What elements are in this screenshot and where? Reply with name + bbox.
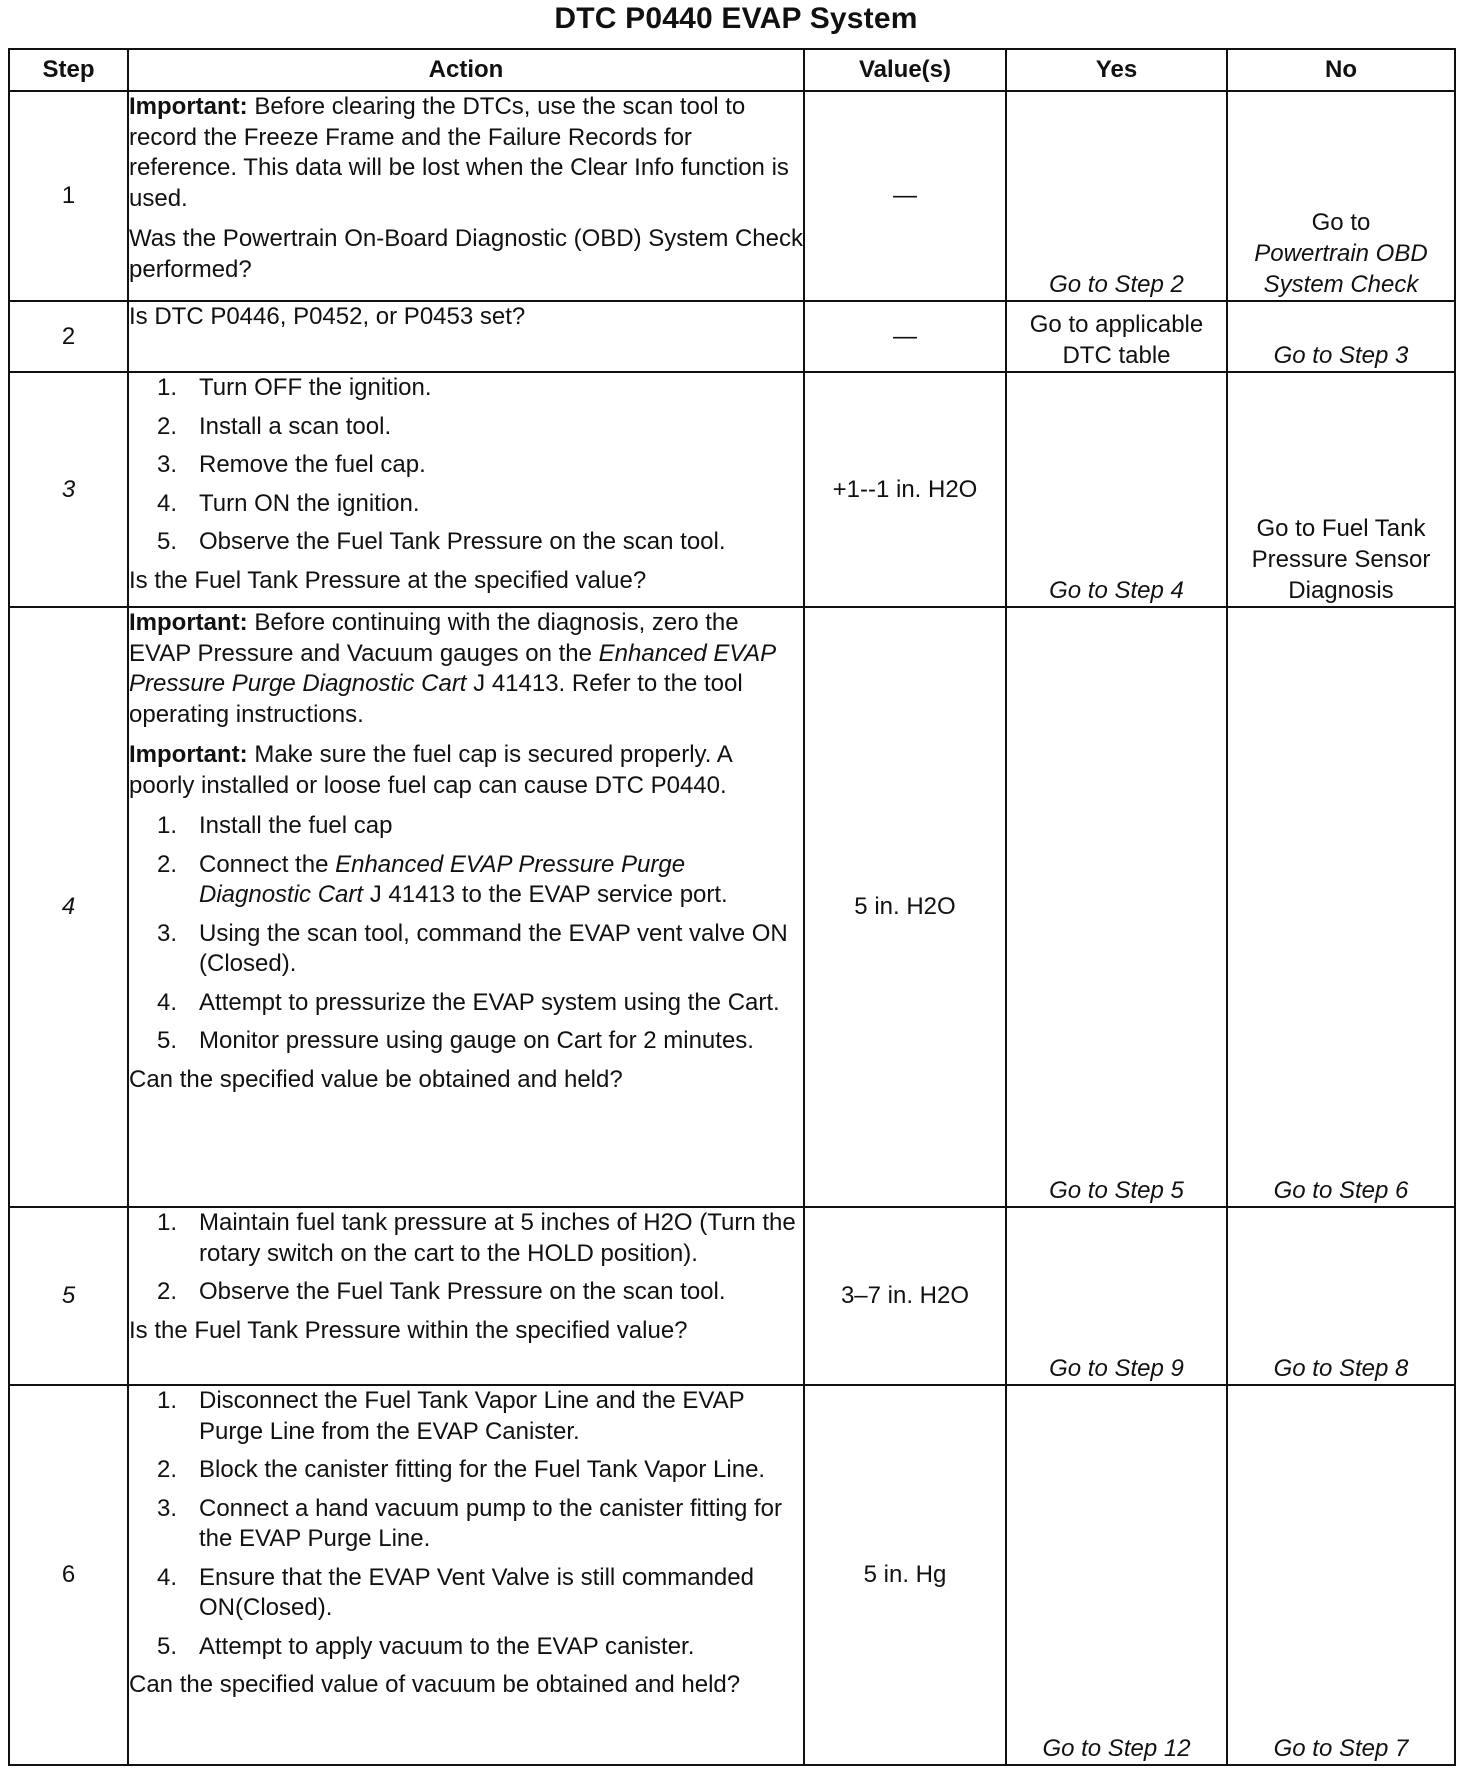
item-text: Observe the Fuel Tank Pressure on the scan tool. — [199, 1278, 726, 1305]
important-note — [129, 608, 803, 730]
tool-name: Enhanced EVAP Pressure Purge Diagnostic Cart — [129, 639, 776, 697]
no-cell — [1227, 301, 1455, 372]
step-number: 2 — [9, 301, 128, 372]
header-yes: Yes — [1006, 49, 1227, 91]
page-title: DTC P0440 EVAP System — [554, 2, 918, 35]
no-text-cont[interactable]: Diagnosis — [1288, 577, 1394, 604]
yes-cell — [1006, 607, 1227, 1207]
table-row — [9, 1385, 1455, 1765]
item-text: Monitor pressure using gauge on Cart for 2 minutes. — [199, 1027, 754, 1054]
list-item — [129, 1386, 803, 1447]
step-number: 5 — [9, 1207, 128, 1385]
item-num: 3. — [157, 919, 178, 947]
item-num: 3. — [157, 1494, 178, 1522]
important-label: Important: — [129, 741, 248, 768]
no-link-cont[interactable]: System Check — [1263, 271, 1419, 298]
action-cell — [128, 1385, 804, 1765]
no-link[interactable]: Go to Step 8 — [1273, 1355, 1409, 1382]
yes-cell — [1006, 372, 1227, 607]
diagnostic-table — [8, 48, 1456, 1766]
item-text: Attempt to apply vacuum to the EVAP canister. — [199, 1632, 695, 1660]
item-text: Install a scan tool. — [199, 412, 392, 440]
list-item — [129, 1455, 803, 1486]
item-text: Attempt to pressurize the EVAP system using the Cart. — [199, 988, 780, 1016]
yes-cell — [1006, 1207, 1227, 1385]
header-row — [9, 49, 1455, 91]
value-cell: 5 in. H2O — [804, 607, 1006, 1207]
important-text: Before clearing the DTCs, use the scan tool to record the Freeze Frame and the Failure Records for reference. This data will be lost when the Clear Info function is used. — [129, 93, 789, 212]
question: Is the Fuel Tank Pressure within the specified value? — [129, 1316, 688, 1344]
item-num: 2. — [157, 850, 178, 878]
no-link[interactable]: Go to Step 7 — [1273, 1735, 1409, 1762]
step-number: 1 — [9, 91, 128, 301]
no-text: Go to — [1311, 209, 1371, 236]
value-cell: — — [804, 301, 1006, 372]
yes-text[interactable]: Go to applicable — [1029, 311, 1204, 338]
no-cell — [1227, 91, 1455, 301]
list-item — [129, 919, 803, 980]
list-item — [129, 489, 803, 520]
procedure-list — [129, 1386, 803, 1662]
item-text: Using the scan tool, command the EVAP vent valve ON (Closed). — [199, 919, 788, 977]
question: Is the Fuel Tank Pressure at the specified value? — [129, 566, 647, 594]
item-text: Remove the fuel cap. — [199, 451, 426, 478]
yes-link[interactable]: Go to Step 4 — [1049, 577, 1184, 604]
value-cell: 3–7 in. H2O — [804, 1207, 1006, 1385]
action-cell — [128, 1207, 804, 1385]
list-item — [129, 850, 803, 911]
important-text: J 41413. Refer to the tool operating instructions. — [129, 670, 743, 728]
list-item — [129, 988, 803, 1019]
table-row — [9, 301, 1455, 372]
item-text: Disconnect the Fuel Tank Vapor Line and the EVAP Purge Line from the EVAP Canister. — [199, 1387, 745, 1445]
no-cell — [1227, 607, 1455, 1207]
important-note — [129, 740, 803, 801]
header-action: Action — [128, 49, 804, 91]
header-step: Step — [9, 49, 128, 91]
item-num: 1. — [157, 812, 178, 839]
item-text: Turn ON the ignition. — [199, 489, 420, 517]
question: Is DTC P0446, P0452, or P0453 set? — [129, 303, 526, 330]
no-link[interactable]: Go to Step 6 — [1273, 1177, 1409, 1204]
header-values: Value(s) — [804, 49, 1006, 91]
item-num: 4. — [157, 1563, 178, 1591]
step-number: 4 — [9, 607, 128, 1207]
table-row — [9, 1207, 1455, 1385]
item-text: Observe the Fuel Tank Pressure on the scan tool. — [199, 528, 726, 555]
yes-link[interactable]: Go to Step 2 — [1049, 271, 1184, 298]
action-cell — [128, 372, 804, 607]
list-item — [129, 1632, 803, 1663]
list-item — [129, 527, 803, 558]
question: Can the specified value be obtained and held? — [129, 1065, 623, 1093]
action-cell — [128, 91, 804, 301]
item-num: 1. — [157, 1387, 178, 1414]
list-item — [129, 1277, 803, 1308]
list-item — [129, 1026, 803, 1057]
item-text: Install the fuel cap — [199, 812, 393, 839]
yes-link[interactable]: Go to Step 9 — [1049, 1355, 1184, 1382]
table-row — [9, 372, 1455, 607]
item-num: 2. — [157, 1456, 178, 1483]
table-row — [9, 607, 1455, 1207]
yes-text-cont[interactable]: DTC table — [1062, 342, 1171, 369]
value-cell: 5 in. Hg — [804, 1385, 1006, 1765]
no-text-cont[interactable]: Pressure Sensor — [1251, 546, 1431, 573]
list-item — [129, 450, 803, 481]
question: Can the specified value of vacuum be obtained and held? — [129, 1671, 741, 1698]
no-cell — [1227, 372, 1455, 607]
step-number: 3 — [9, 372, 128, 607]
no-link[interactable]: Go to Step 3 — [1273, 342, 1409, 369]
list-item — [129, 1494, 803, 1555]
yes-cell — [1006, 1385, 1227, 1765]
item-num: 3. — [157, 451, 178, 478]
item-num: 5. — [157, 528, 178, 555]
important-text: Before continuing with the diagnosis, zero the EVAP Pressure and Vacuum gauges on the — [129, 609, 739, 667]
no-link[interactable]: Powertrain OBD — [1254, 240, 1428, 267]
item-num: 2. — [157, 1278, 178, 1305]
question: Was the Powertrain On-Board Diagnostic (OBD) System Check performed? — [129, 225, 804, 283]
value-cell: — — [804, 91, 1006, 301]
procedure-list — [129, 811, 803, 1057]
important-text: Make sure the fuel cap is secured properly. A poorly installed or loose fuel cap can cause DTC P0440. — [129, 741, 732, 799]
no-text[interactable]: Go to Fuel Tank — [1256, 515, 1426, 542]
item-num: 2. — [157, 412, 178, 440]
item-num: 4. — [157, 988, 178, 1016]
list-item — [129, 1208, 803, 1269]
item-text: J 41413 to the EVAP service port. — [363, 881, 728, 908]
list-item — [129, 1563, 803, 1624]
item-num: 5. — [157, 1632, 178, 1660]
header-no: No — [1227, 49, 1455, 91]
yes-link[interactable]: Go to Step 12 — [1042, 1735, 1191, 1762]
no-cell — [1227, 1207, 1455, 1385]
table-row — [9, 91, 1455, 301]
step-number: 6 — [9, 1385, 128, 1765]
item-text: Connect the — [199, 850, 336, 878]
item-text: Connect a hand vacuum pump to the canister fitting for the EVAP Purge Line. — [199, 1494, 782, 1552]
list-item — [129, 412, 803, 443]
item-num: 1. — [157, 374, 178, 401]
procedure-list — [129, 1208, 803, 1308]
yes-cell — [1006, 91, 1227, 301]
item-text: Maintain fuel tank pressure at 5 inches of H2O (Turn the rotary switch on the cart to the HOLD position). — [199, 1209, 796, 1267]
yes-link[interactable]: Go to Step 5 — [1049, 1177, 1184, 1204]
action-cell — [128, 607, 804, 1207]
action-cell — [128, 301, 804, 372]
item-text: Turn OFF the ignition. — [199, 374, 432, 401]
item-num: 1. — [157, 1209, 178, 1236]
list-item — [129, 373, 803, 404]
important-label: Important: — [129, 93, 248, 120]
important-note — [129, 92, 803, 214]
procedure-list — [129, 373, 803, 558]
important-label: Important: — [129, 609, 248, 636]
list-item — [129, 811, 803, 842]
item-num: 4. — [157, 489, 178, 517]
tool-name: Enhanced EVAP Pressure Purge Diagnostic Cart — [199, 850, 686, 908]
item-text: Block the canister fitting for the Fuel Tank Vapor Line. — [199, 1456, 766, 1483]
item-text: Ensure that the EVAP Vent Valve is still commanded ON(Closed). — [199, 1563, 754, 1621]
value-cell: +1--1 in. H2O — [804, 372, 1006, 607]
no-cell — [1227, 1385, 1455, 1765]
yes-cell — [1006, 301, 1227, 372]
item-num: 5. — [157, 1027, 178, 1054]
